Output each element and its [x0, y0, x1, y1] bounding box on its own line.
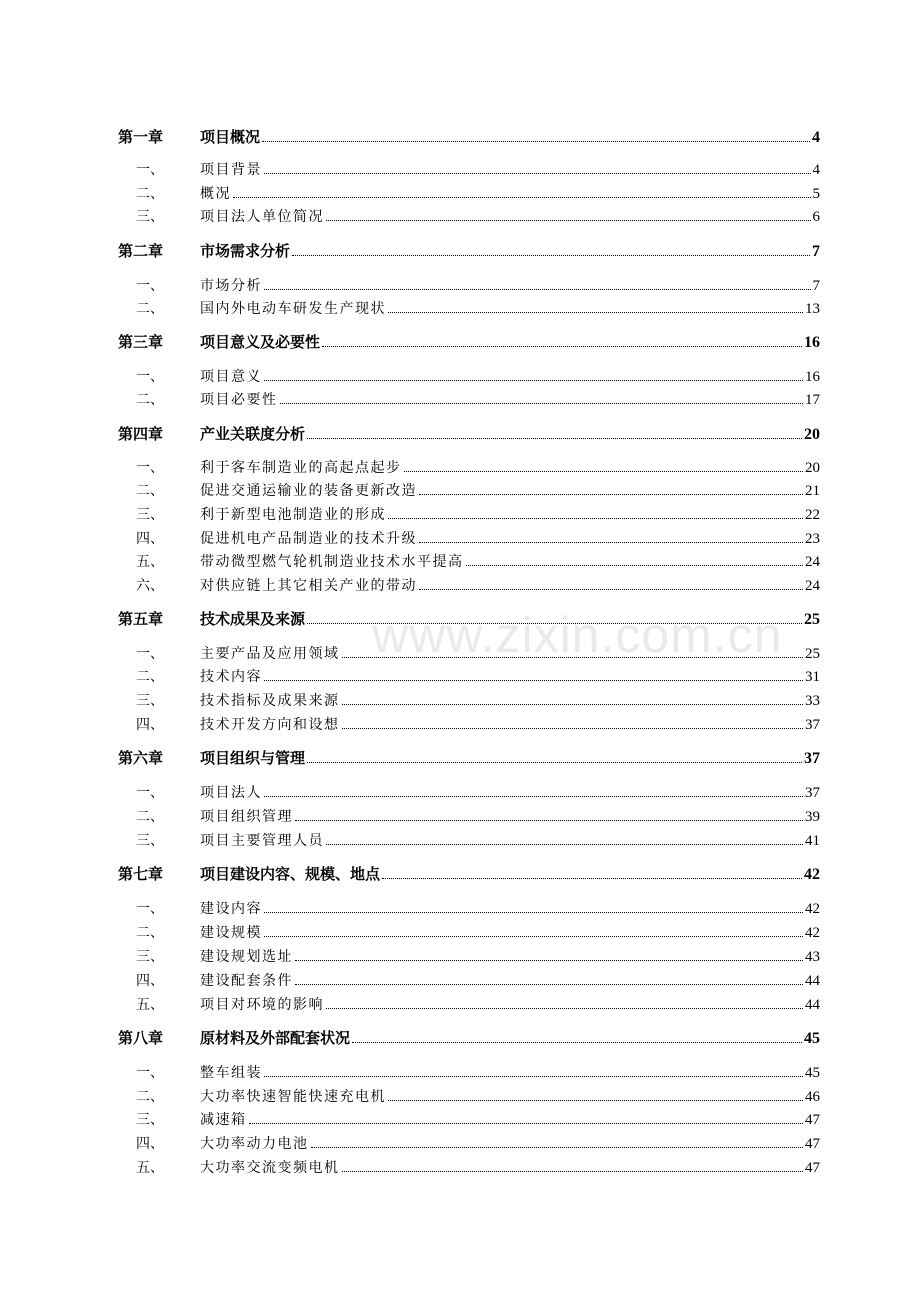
toc-entry-page: 41: [805, 833, 820, 849]
toc-leader-dots: [388, 312, 803, 313]
toc-section-entry[interactable]: [118, 1131, 820, 1153]
toc-entry-page: 47: [805, 1112, 820, 1128]
toc-entry-page: 5: [812, 186, 820, 202]
toc-section-entry[interactable]: [118, 157, 820, 179]
toc-leader-dots: [382, 878, 802, 879]
toc-entry-number: 四、: [136, 1136, 164, 1152]
toc-entry-title: 项目组织管理: [200, 809, 293, 825]
toc-entry-title: 概况: [200, 186, 231, 202]
toc-section-entry[interactable]: [118, 478, 820, 500]
toc-entry-page: 37: [804, 750, 820, 767]
toc-section-entry[interactable]: [118, 1084, 820, 1106]
toc-entry-page: 42: [804, 866, 820, 883]
toc-entry-page: 21: [805, 483, 820, 499]
toc-entry-title: 项目意义: [200, 369, 262, 385]
toc-leader-dots: [342, 657, 804, 658]
toc-leader-dots: [264, 380, 803, 381]
toc-entry-title: 带动微型燃气轮机制造业技术水平提高: [200, 554, 464, 570]
toc-entry-title: 建设内容: [200, 901, 262, 917]
toc-entry-page: 20: [804, 426, 820, 443]
toc-entry-number: 三、: [136, 209, 164, 225]
toc-entry-page: 45: [805, 1065, 820, 1081]
toc-entry-page: 47: [805, 1160, 820, 1176]
toc-section-entry[interactable]: [118, 364, 820, 386]
toc-entry-number: 三、: [136, 507, 164, 523]
toc-entry-title: 整车组装: [200, 1065, 262, 1081]
toc-entry-title: 技术成果及来源: [200, 610, 306, 628]
toc-entry-number: 三、: [136, 949, 164, 965]
toc-entry-title: 项目主要管理人员: [200, 833, 324, 849]
toc-entry-page: 22: [805, 507, 820, 523]
toc-entry-number: 二、: [136, 1089, 164, 1105]
toc-entry-title: 大功率快速智能快速充电机: [200, 1089, 386, 1105]
toc-section-entry[interactable]: [118, 828, 820, 850]
toc-entry-page: 37: [805, 717, 820, 733]
toc-leader-dots: [322, 346, 802, 347]
toc-entry-title: 国内外电动车研发生产现状: [200, 301, 386, 317]
toc-entry-page: 37: [805, 785, 820, 801]
toc-entry-number: 第六章: [118, 749, 164, 767]
toc-chapter-entry[interactable]: [118, 607, 820, 629]
toc-section-entry[interactable]: [118, 968, 820, 990]
toc-section-entry[interactable]: [118, 1060, 820, 1082]
toc-leader-dots: [262, 141, 810, 142]
toc-entry-page: 43: [805, 949, 820, 965]
toc-entry-page: 4: [812, 129, 820, 146]
toc-entry-page: 45: [804, 1030, 820, 1047]
toc-leader-dots: [388, 1100, 803, 1101]
toc-chapter-entry[interactable]: [118, 125, 820, 147]
toc-section-entry[interactable]: [118, 296, 820, 318]
toc-entry-number: 第一章: [118, 128, 164, 146]
toc-entry-page: 24: [805, 578, 820, 594]
toc-entry-page: 23: [805, 531, 820, 547]
toc-entry-page: 44: [805, 973, 820, 989]
toc-section-entry[interactable]: [118, 549, 820, 571]
toc-entry-title: 项目建设内容、规模、地点: [200, 865, 381, 883]
toc-entry-number: 三、: [136, 1112, 164, 1128]
toc-entry-title: 项目背景: [200, 162, 262, 178]
toc-entry-number: 二、: [136, 483, 164, 499]
toc-entry-title: 项目意义及必要性: [200, 333, 321, 351]
toc-leader-dots: [264, 936, 803, 937]
toc-leader-dots: [264, 912, 803, 913]
toc-entry-number: 第三章: [118, 333, 164, 351]
toc-entry-number: 五、: [136, 1160, 164, 1176]
toc-entry-page: 39: [805, 809, 820, 825]
toc-entry-title: 项目法人单位简况: [200, 209, 324, 225]
toc-leader-dots: [419, 589, 803, 590]
toc-entry-title: 对供应链上其它相关产业的带动: [200, 578, 417, 594]
toc-leader-dots: [264, 289, 811, 290]
toc-leader-dots: [419, 542, 803, 543]
toc-leader-dots: [264, 1076, 803, 1077]
toc-entry-title: 原材料及外部配套状况: [200, 1029, 351, 1047]
toc-leader-dots: [233, 197, 811, 198]
toc-leader-dots: [404, 471, 804, 472]
toc-entry-title: 主要产品及应用领域: [200, 646, 340, 662]
toc-entry-number: 一、: [136, 785, 164, 801]
toc-entry-page: 20: [805, 460, 820, 476]
toc-chapter-entry[interactable]: [118, 422, 820, 444]
toc-entry-title: 项目组织与管理: [200, 749, 306, 767]
toc-section-entry[interactable]: [118, 992, 820, 1014]
toc-chapter-entry[interactable]: [118, 239, 820, 261]
toc-section-entry[interactable]: [118, 641, 820, 663]
toc-entry-page: 4: [812, 162, 820, 178]
toc-chapter-entry[interactable]: [118, 746, 820, 768]
toc-section-entry[interactable]: [118, 502, 820, 524]
toc-leader-dots: [311, 1147, 804, 1148]
toc-section-entry[interactable]: [118, 896, 820, 918]
toc-entry-page: 13: [805, 301, 820, 317]
toc-entry-title: 大功率交流变频电机: [200, 1160, 340, 1176]
toc-section-entry[interactable]: [118, 204, 820, 226]
toc-leader-dots: [264, 796, 803, 797]
toc-entry-title: 市场分析: [200, 278, 262, 294]
toc-leader-dots: [326, 844, 803, 845]
toc-section-entry[interactable]: [118, 780, 820, 802]
toc-entry-title: 项目必要性: [200, 392, 278, 408]
toc-entry-title: 项目法人: [200, 785, 262, 801]
toc-entry-page: 25: [805, 646, 820, 662]
toc-entry-number: 一、: [136, 1065, 164, 1081]
toc-entry-page: 16: [805, 369, 820, 385]
toc-entry-title: 建设规划选址: [200, 949, 293, 965]
toc-entry-page: 33: [805, 693, 820, 709]
toc-entry-number: 二、: [136, 925, 164, 941]
toc-entry-number: 五、: [136, 554, 164, 570]
toc-entry-page: 25: [804, 611, 820, 628]
toc-section-entry[interactable]: [118, 944, 820, 966]
toc-entry-number: 三、: [136, 693, 164, 709]
toc-entry-number: 一、: [136, 460, 164, 476]
toc-entry-title: 促进机电产品制造业的技术升级: [200, 531, 417, 547]
toc-leader-dots: [295, 984, 803, 985]
toc-entry-number: 一、: [136, 901, 164, 917]
toc-entry-title: 建设配套条件: [200, 973, 293, 989]
toc-leader-dots: [249, 1123, 804, 1124]
toc-entry-title: 建设规模: [200, 925, 262, 941]
toc-entry-page: 7: [812, 278, 820, 294]
toc-entry-title: 项目概况: [200, 128, 261, 146]
toc-chapter-entry[interactable]: [118, 1026, 820, 1048]
toc-chapter-entry[interactable]: [118, 862, 820, 884]
toc-entry-title: 技术开发方向和设想: [200, 717, 340, 733]
toc-entry-number: 一、: [136, 162, 164, 178]
toc-entry-title: 产业关联度分析: [200, 425, 306, 443]
toc-leader-dots: [295, 960, 803, 961]
toc-section-entry[interactable]: [118, 273, 820, 295]
toc-entry-page: 17: [805, 392, 820, 408]
toc-entry-page: 7: [812, 243, 820, 260]
toc-entry-number: 六、: [136, 578, 164, 594]
toc-leader-dots: [264, 173, 811, 174]
toc-entry-title: 减速箱: [200, 1112, 247, 1128]
toc-leader-dots: [307, 623, 802, 624]
watermark: www.zixin.com.cn: [372, 607, 783, 663]
toc-entry-number: 四、: [136, 973, 164, 989]
toc-leader-dots: [342, 728, 804, 729]
toc-leader-dots: [307, 762, 802, 763]
toc-entry-number: 第五章: [118, 610, 164, 628]
toc-section-entry[interactable]: [118, 688, 820, 710]
toc-entry-number: 第四章: [118, 425, 164, 443]
toc-leader-dots: [326, 1008, 803, 1009]
toc-entry-number: 一、: [136, 369, 164, 385]
toc-section-entry[interactable]: [118, 455, 820, 477]
toc-entry-number: 二、: [136, 392, 164, 408]
toc-entry-page: 42: [805, 925, 820, 941]
toc-chapter-entry[interactable]: [118, 330, 820, 352]
toc-entry-title: 技术内容: [200, 669, 262, 685]
toc-section-entry[interactable]: [118, 804, 820, 826]
toc-leader-dots: [280, 403, 804, 404]
toc-entry-title: 利于客车制造业的高起点起步: [200, 460, 402, 476]
toc-section-entry[interactable]: [118, 573, 820, 595]
toc-entry-number: 第二章: [118, 242, 164, 260]
toc-entry-number: 二、: [136, 301, 164, 317]
toc-leader-dots: [466, 565, 804, 566]
toc-leader-dots: [326, 220, 811, 221]
toc-entry-page: 24: [805, 554, 820, 570]
toc-entry-page: 47: [805, 1136, 820, 1152]
toc-entry-number: 一、: [136, 646, 164, 662]
toc-entry-number: 四、: [136, 531, 164, 547]
toc-section-entry[interactable]: [118, 526, 820, 548]
toc-section-entry[interactable]: [118, 1155, 820, 1177]
toc-leader-dots: [295, 820, 803, 821]
toc-entry-number: 二、: [136, 186, 164, 202]
toc-entry-title: 市场需求分析: [200, 242, 291, 260]
toc-section-entry[interactable]: [118, 664, 820, 686]
toc-entry-number: 第七章: [118, 865, 164, 883]
toc-leader-dots: [307, 438, 802, 439]
toc-entry-number: 四、: [136, 717, 164, 733]
toc-entry-title: 促进交通运输业的装备更新改造: [200, 483, 417, 499]
toc-entry-number: 五、: [136, 997, 164, 1013]
toc-entry-page: 6: [812, 209, 820, 225]
toc-leader-dots: [352, 1042, 802, 1043]
toc-entry-title: 技术指标及成果来源: [200, 693, 340, 709]
toc-leader-dots: [342, 704, 804, 705]
toc-entry-page: 46: [805, 1089, 820, 1105]
toc-entry-number: 二、: [136, 669, 164, 685]
toc-entry-page: 44: [805, 997, 820, 1013]
toc-section-entry[interactable]: [118, 387, 820, 409]
toc-entry-number: 二、: [136, 809, 164, 825]
toc-entry-number: 三、: [136, 833, 164, 849]
toc-entry-number: 第八章: [118, 1029, 164, 1047]
toc-entry-title: 利于新型电池制造业的形成: [200, 507, 386, 523]
toc-leader-dots: [388, 518, 803, 519]
toc-entry-page: 31: [805, 669, 820, 685]
toc-entry-number: 一、: [136, 278, 164, 294]
toc-section-entry[interactable]: [118, 1107, 820, 1129]
toc-leader-dots: [419, 494, 803, 495]
toc-entry-title: 项目对环境的影响: [200, 997, 324, 1013]
toc-section-entry[interactable]: [118, 712, 820, 734]
toc-leader-dots: [342, 1171, 804, 1172]
toc-entry-title: 大功率动力电池: [200, 1136, 309, 1152]
toc-leader-dots: [264, 680, 803, 681]
toc-section-entry[interactable]: [118, 920, 820, 942]
toc-entry-page: 42: [805, 901, 820, 917]
toc-section-entry[interactable]: [118, 181, 820, 203]
toc-entry-page: 16: [804, 334, 820, 351]
toc-leader-dots: [292, 255, 810, 256]
